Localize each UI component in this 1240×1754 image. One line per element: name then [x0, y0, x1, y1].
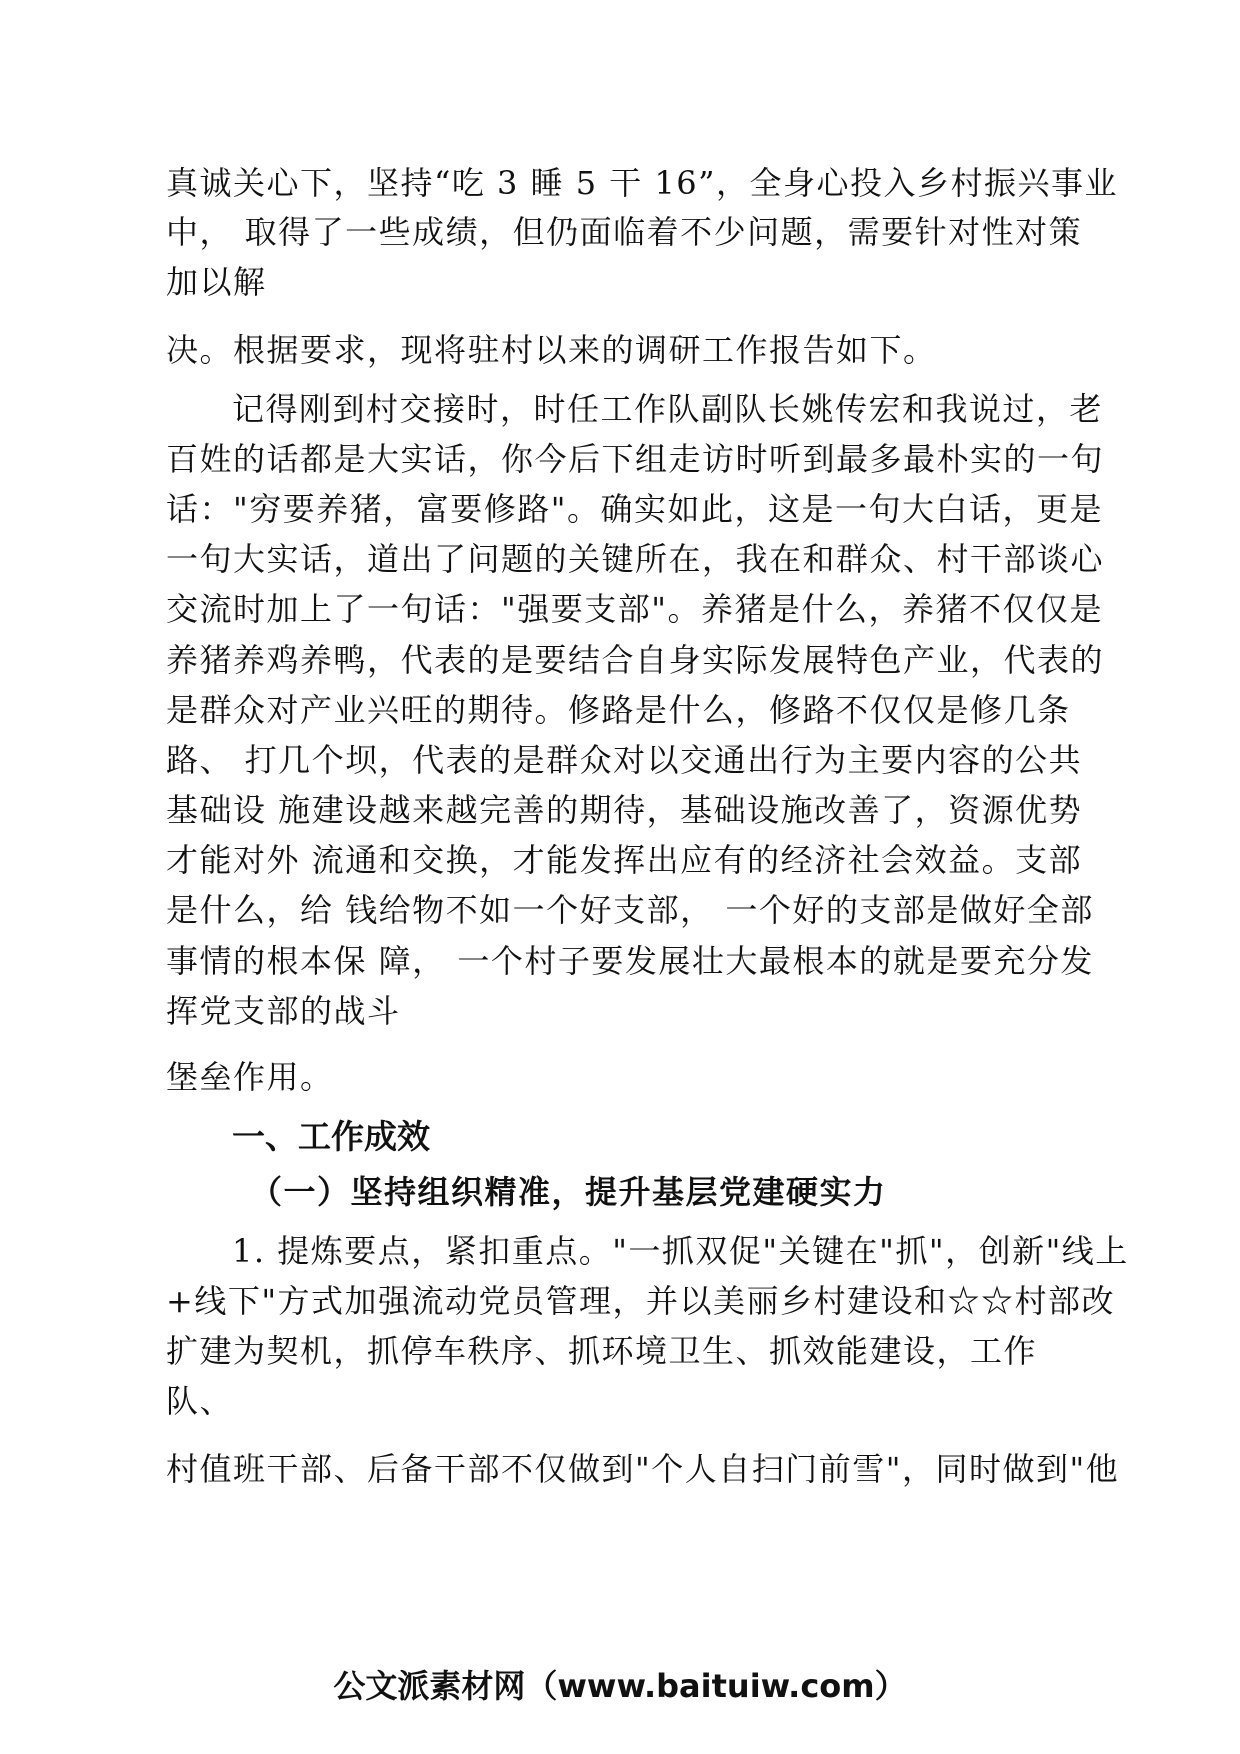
paragraph-line: 是什么，给 钱给物不如一个好支部， 一个好的支部是做好全部: [166, 891, 1094, 929]
section-heading: 一、工作成效: [232, 1117, 430, 1156]
paragraph-line: +线下"方式加强流动党员管理，并以美丽乡村建设和☆☆村部改: [166, 1282, 1116, 1320]
paragraph-line: 扩建为契机，抓停车秩序、抓环境卫生、抓效能建设，工作: [166, 1332, 1038, 1370]
paragraph-line: 路、 打几个坝，代表的是群众对以交通出行为主要内容的公共: [166, 741, 1083, 779]
paragraph-line: 养猪养鸡养鸭，代表的是要结合自身实际发展特色产业，代表的: [166, 641, 1105, 679]
paragraph-line: 百姓的话都是大实话，你今后下组走访时听到最多最朴实的一句: [166, 440, 1105, 478]
paragraph-line: 堡垒作用。: [166, 1058, 334, 1096]
paragraph-line: 村值班干部、后备干部不仅做到"个人自扫门前雪"，同时做到"他: [166, 1450, 1120, 1488]
paragraph-line: 一句大实话，道出了问题的关键所在，我在和群众、村干部谈心: [166, 540, 1105, 578]
paragraph-line: 事情的根本保 障， 一个村子要发展壮大最根本的就是要充分发: [166, 942, 1094, 980]
paragraph-line: 是群众对产业兴旺的期待。修路是什么，修路不仅仅是修几条: [166, 691, 1071, 729]
paragraph-line: 话："穷要养猪，富要修路"。确实如此，这是一句大白话，更是: [166, 490, 1103, 528]
paragraph-line: 加以解: [166, 263, 267, 301]
paragraph-line: 决。根据要求，现将驻村以来的调研工作报告如下。: [166, 331, 937, 369]
paragraph-line: 交流时加上了一句话："强要支部"。养猪是什么，养猪不仅仅是: [166, 590, 1103, 628]
footer-watermark: 公文派素材网（www.baituiw.com）: [333, 1667, 907, 1705]
subsection-heading: （一）坚持组织精准，提升基层党建硬实力: [250, 1173, 887, 1211]
paragraph-line: 才能对外 流通和交换，才能发挥出应有的经济社会效益。支部: [166, 841, 1083, 879]
paragraph-line: 中， 取得了一些成绩，但仍面临着不少问题，需要针对性对策: [166, 213, 1083, 251]
paragraph-line: 真诚关心下，坚持“吃 3 睡 5 干 16”，全身心投入乡村振兴事业: [166, 164, 1119, 202]
paragraph-line: 1. 提炼要点，紧扣重点。"一抓双促"关键在"抓"，创新"线上: [232, 1232, 1129, 1270]
paragraph-line: 记得刚到村交接时，时任工作队副队长姚传宏和我说过，老: [232, 390, 1104, 428]
paragraph-line: 挥党支部的战斗: [166, 992, 401, 1030]
paragraph-line: 基础设 施建设越来越完善的期待，基础设施改善了，资源优势: [166, 791, 1083, 829]
paragraph-line: 队、: [166, 1382, 234, 1420]
